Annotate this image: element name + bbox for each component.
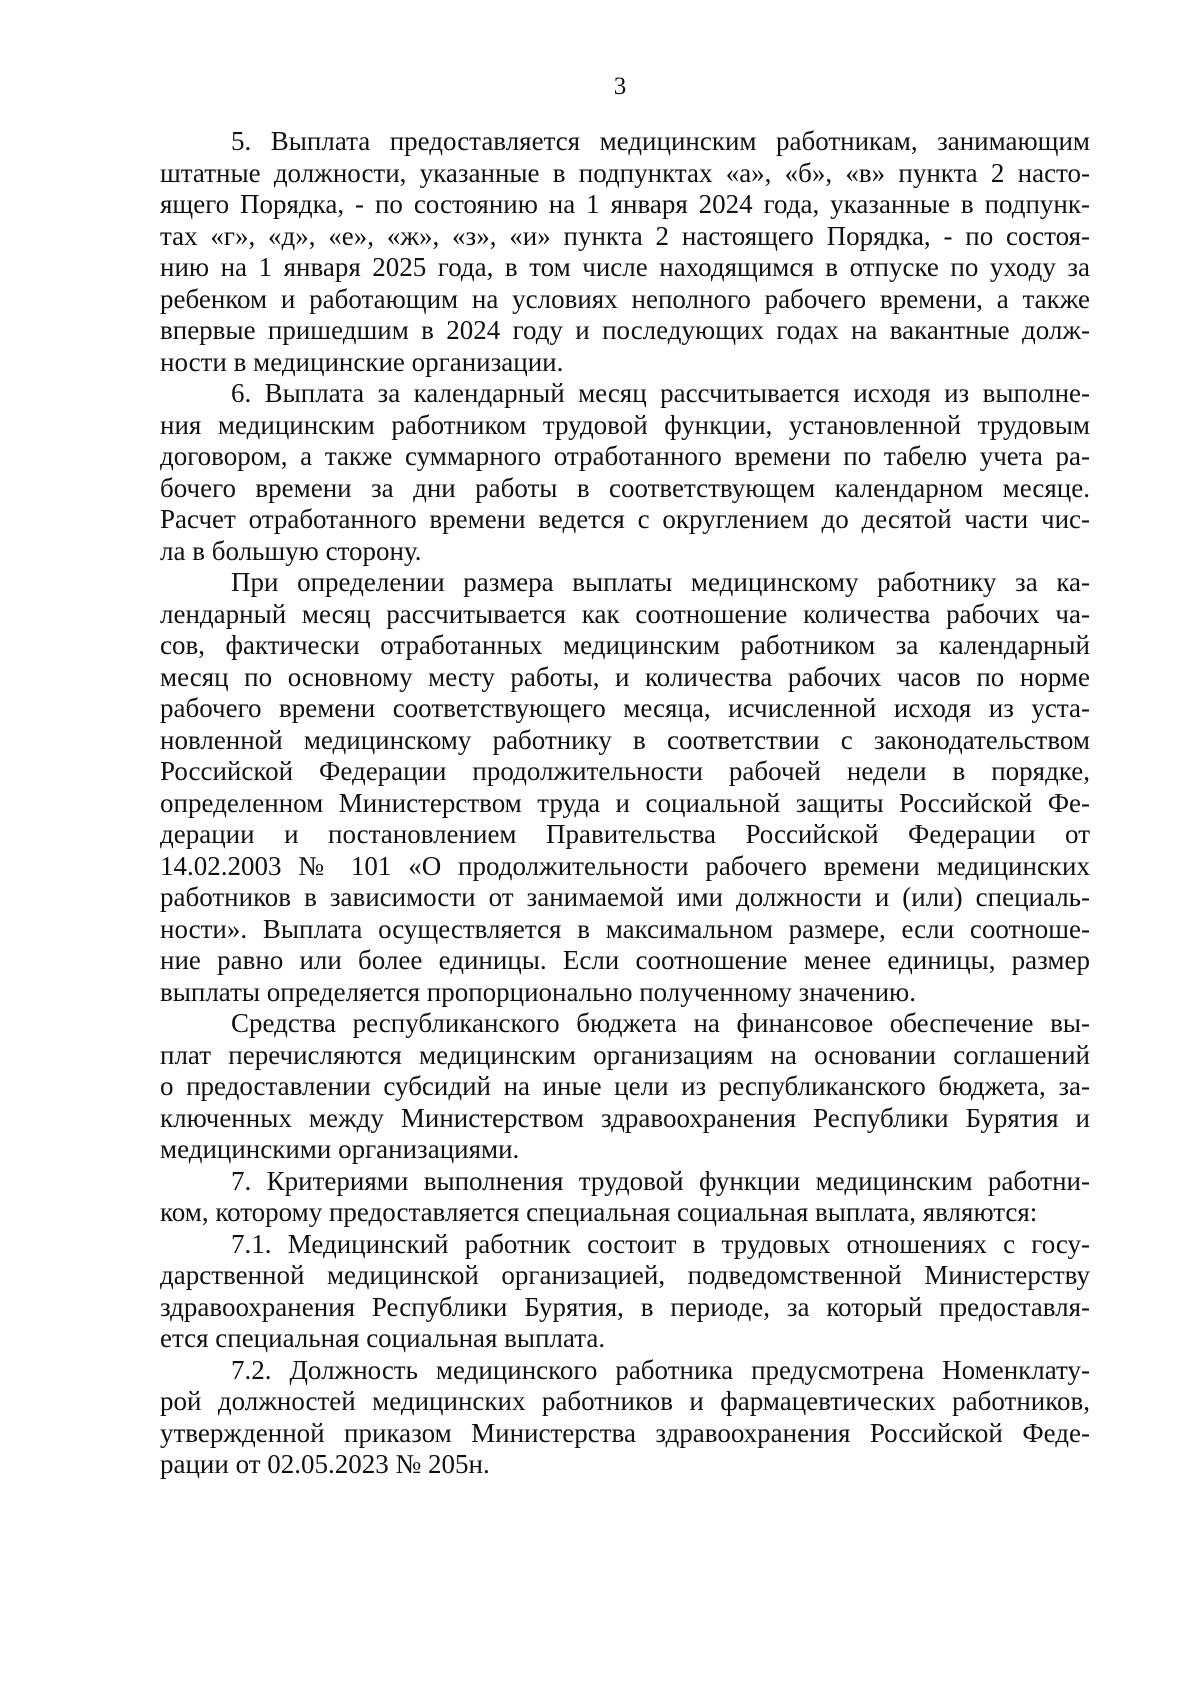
text-line: выплаты определяется пропорционально полученному значению. — [160, 976, 916, 1007]
text-line: здравоохранения Республики Бурятия, в периоде, за который предоставля- — [160, 1291, 1090, 1322]
text-line: месяц по основному месту работы, и количества рабочих часов по норме — [160, 661, 1090, 692]
text-line: ла в большую сторону. — [160, 535, 422, 566]
text-line: 7. Критериями выполнения трудовой функции медицинским работни- — [231, 1165, 1090, 1196]
text-line: дерации и постановлением Правительства Российской Федерации от — [160, 819, 1090, 849]
text-line: дарственной медицинской организацией, подведомственной Министерству — [160, 1260, 1090, 1290]
text-line: рации от 02.05.2023 № 205н. — [160, 1449, 490, 1479]
paragraph-5 — [160, 126, 1090, 378]
text-line: 14.02.2003 № 101 «О продолжительности рабочего времени медицинских — [160, 850, 1090, 881]
text-line: рой должностей медицинских работников и фармацевтических работников, — [160, 1386, 1090, 1416]
text-line: плат перечисляются медицинским организациям на основании соглашений — [160, 1039, 1090, 1070]
paragraph-6-funding — [160, 1008, 1090, 1166]
text-line: 6. Выплата за календарный месяц рассчитывается исходя из выполне- — [231, 378, 1090, 408]
paragraph-7-2 — [160, 1355, 1090, 1481]
text-line: нию на 1 января 2025 года, в том числе находящимся в отпуске по уходу за — [160, 252, 1090, 282]
paragraph-7 — [160, 1166, 1090, 1229]
text-line: Расчет отработанного времени ведется с округлением до десятой части чис- — [160, 504, 1090, 534]
text-line: рабочего времени соответствующего месяца, исчисленной исходя из уста- — [160, 693, 1090, 723]
text-line: бочего времени за дни работы в соответствующем календарном месяце. — [160, 472, 1090, 503]
text-line: 7.1. Медицинский работник состоит в трудовых отношениях с госу- — [231, 1228, 1090, 1259]
text-line: ния медицинским работником трудовой функции, установленной трудовым — [160, 409, 1090, 440]
text-line: утвержденной приказом Министерства здравоохранения Российской Феде- — [160, 1417, 1090, 1448]
text-line: лендарный месяц рассчитывается как соотношение количества рабочих ча- — [160, 598, 1090, 629]
text-line: 5. Выплата предоставляется медицинским работникам, занимающим — [231, 126, 1090, 156]
text-line: ребенком и работающим на условиях неполного рабочего времени, а также — [160, 283, 1090, 314]
document-body — [160, 126, 1090, 1481]
text-line: новленной медицинскому работнику в соответствии с законодательством — [160, 724, 1090, 755]
text-line: 7.2. Должность медицинского работника предусмотрена Номенклату- — [231, 1354, 1090, 1385]
page-number: 3 — [613, 73, 627, 100]
paragraph-6 — [160, 378, 1090, 567]
text-line: договором, а также суммарного отработанного времени по табелю учета ра- — [160, 441, 1090, 471]
text-line: Российской Федерации продолжительности рабочей недели в порядке, — [160, 756, 1090, 786]
text-line: определенном Министерством труда и социальной защиты Российской Фе- — [160, 787, 1090, 818]
text-line: тах «г», «д», «е», «ж», «з», «и» пункта 2 настоящего Порядка, - по состоя- — [160, 220, 1090, 251]
text-line: ется специальная социальная выплата. — [160, 1323, 606, 1353]
text-line: ком, которому предоставляется специальная социальная выплата, являются: — [160, 1197, 1038, 1227]
text-line: ности». Выплата осуществляется в максимальном размере, если соотноше- — [160, 913, 1090, 944]
text-line: впервые пришедшим в 2024 году и последующих годах на вакантные долж- — [160, 315, 1090, 345]
text-line: ключенных между Министерством здравоохранения Республики Бурятия и — [160, 1102, 1090, 1133]
text-line: ности в медицинские организации. — [160, 346, 564, 377]
text-line: работников в зависимости от занимаемой ими должности и (или) специаль- — [160, 882, 1090, 912]
text-line: о предоставлении субсидий на иные цели из республиканского бюджета, за- — [160, 1071, 1090, 1101]
text-line: Средства республиканского бюджета на финансовое обеспечение вы- — [231, 1008, 1090, 1038]
text-line: При определении размера выплаты медицинскому работнику за ка- — [231, 567, 1090, 597]
text-line: ние равно или более единицы. Если соотношение менее единицы, размер — [160, 945, 1090, 975]
paragraph-7-1 — [160, 1229, 1090, 1355]
text-line: сов, фактически отработанных медицинским работником за календарный — [160, 630, 1090, 660]
text-line: ящего Порядка, - по состоянию на 1 января 2024 года, указанные в подпунк- — [160, 189, 1090, 219]
paragraph-6-calculation — [160, 567, 1090, 1008]
text-line: штатные должности, указанные в подпунктах «а», «б», «в» пункта 2 насто- — [160, 157, 1090, 188]
text-line: медицинскими организациями. — [160, 1134, 520, 1164]
